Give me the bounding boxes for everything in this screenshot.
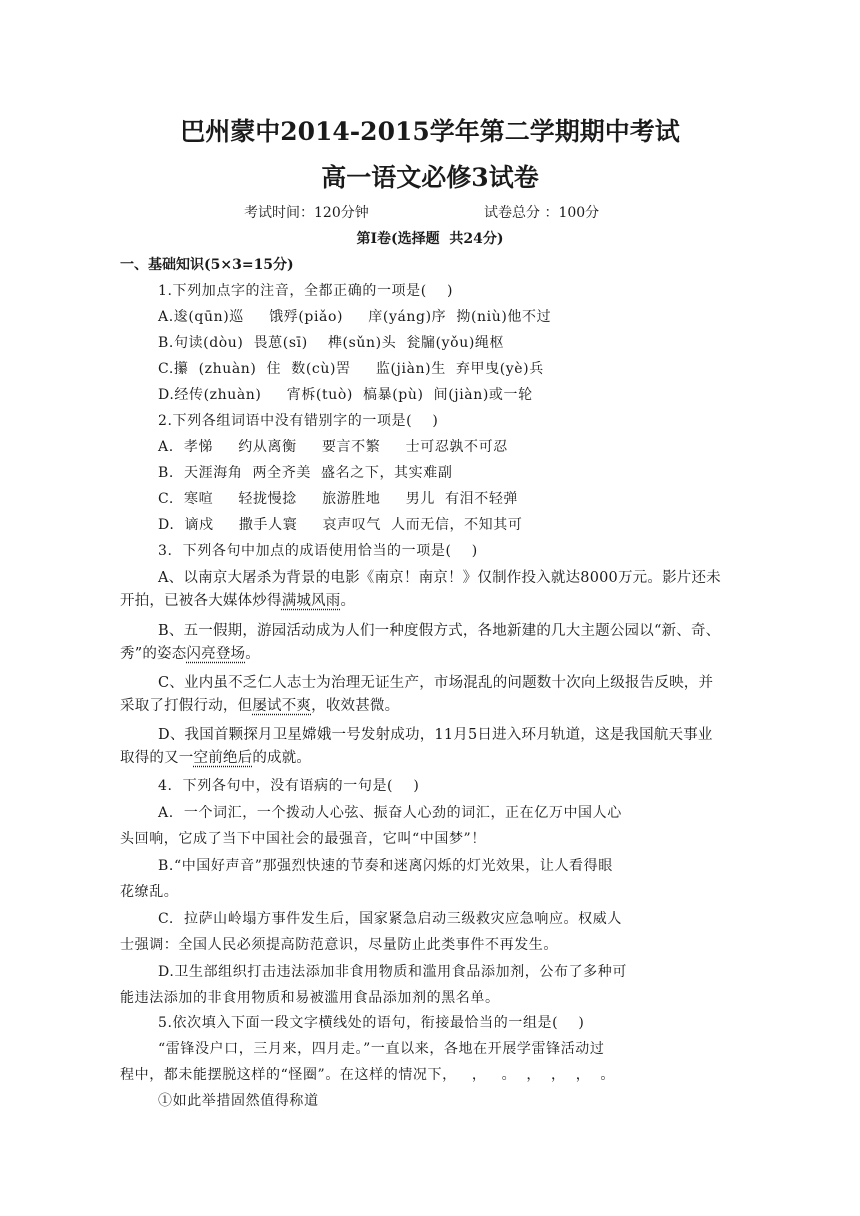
q1-option-a: A.逡(qūn)巡 饿殍(piǎo) 庠(yáng)序 拗(niù)他不过 [158,309,552,325]
q5-paragraph-line2: 程中，都未能摆脱这样的“怪圈”。在这样的情况下， ， 。 ， ， ， 。 [120,1067,616,1083]
q3-option-d-line2 [120,746,311,767]
q4-option-a-line1: A. 一个词汇，一个拨动人心弦、振奋人心劲的词汇，正在亿万中国人心 [158,805,622,821]
q2-option-d: D. 谪戍 撒手人寰 哀声叹气 人而无信，不知其可 [158,517,523,533]
q3-option-a-line1: A、以南京大屠杀为背景的电影《南京！南京！》仅制作投入就达8000万元。影片还未 [158,570,721,586]
q3-d-end: 的成就。 [252,750,312,766]
q5-paragraph-line1: “雷锋没户口，三月来，四月走。”一直以来，各地在开展学雷锋活动过 [158,1041,605,1057]
q1-stem: 1.下列加点字的注音，全都正确的一项是( ) [158,283,454,299]
q4-stem: 4. 下列各句中，没有语病的一句是( ) [158,778,420,794]
volume-heading: 第Ⅰ卷(选择题 共24分) [356,231,504,247]
section-heading: 一、基础知识(5×3=15分) [120,257,294,273]
q4-option-c-line2: 士强调：全国人民必须提高防范意识，尽量防止此类事件不再发生。 [120,937,558,953]
q3-a-idiom: 满城风雨 [281,593,341,609]
q3-c-end: ，收效甚微。 [311,698,400,714]
q3-stem: 3. 下列各句中加点的成语使用恰当的一项是( ) [158,543,478,559]
q3-d-idiom: 空前绝后 [193,750,253,766]
exam-subtitle: 高一语文必修3试卷 [321,163,539,192]
q4-option-d-line1: D.卫生部组织打击违法添加非食用物质和滥用食品添加剂，公布了多种可 [158,964,627,980]
q2-option-a: A. 孝悌 约从离衡 要言不繁 士可忍孰不可忍 [158,439,508,455]
q3-b-end: 。 [245,646,260,662]
q4-option-a-line2: 头回响，它成了当下中国社会的最强音，它叫“中国梦”！ [120,831,486,847]
q4-option-b-line2: 花缭乱。 [120,884,179,900]
q3-option-c-line1: C、业内虽不乏仁人志士为治理无证生产，市场混乱的问题数十次向上级报告反映，并 [158,675,714,691]
q3-a-end: 。 [340,593,356,609]
q4-option-c-line1: C. 拉萨山岭塌方事件发生后，国家紧急启动三级救灾应急响应。权威人 [158,911,622,927]
q2-option-c: C. 寒喧 轻拢慢捻 旅游胜地 男儿 有泪不轻弹 [158,491,519,507]
total-score: 试卷总分 ：100分 [484,205,600,221]
q3-c-text: 采取了打假行动，但 [120,698,253,714]
q4-option-d-line2: 能违法添加的非食用物质和易被滥用食品添加剂的黑名单。 [120,990,500,1006]
q1-option-d: D.经传(zhuàn) 宵柝(tuò) 槁暴(pù) 间(jiàn)或一轮 [158,387,533,403]
exam-title: 巴州蒙中2014-2015学年第二学期期中考试 [180,117,680,146]
q5-option-1: ①如此举措固然值得称道 [158,1093,319,1109]
q3-d-text: 取得的又一 [120,750,194,766]
exam-time: 考试时间：120分钟 [244,205,369,221]
q3-option-c-line2 [120,694,399,715]
q4-option-b-line1: B.“中国好声音”那强烈快速的节奏和迷离闪烁的灯光效果，让人看得眼 [158,858,613,874]
q3-option-a-line2 [120,589,355,610]
q3-option-b-line1: B、五一假期，游园活动成为人们一种度假方式，各地新建的几大主题公园以“新、奇、 [158,623,721,639]
q2-stem: 2.下列各组词语中没有错别字的一项是( ) [158,413,439,429]
q5-stem: 5.依次填入下面一段文字横线处的语句，衔接最恰当的一组是( ) [158,1015,585,1031]
q3-option-b-line2 [120,642,260,663]
q3-c-idiom: 屡试不爽 [252,698,312,714]
q3-b-text: 秀”的姿态 [120,646,187,662]
q2-option-b: B. 天涯海角 两全齐美 盛名之下，其实难副 [158,465,453,481]
q3-a-text: 开拍，已被各大媒体炒得 [120,593,282,609]
q1-option-c: C.攥 (zhuàn) 住 数(cù)罟 监(jiàn)生 弃甲曳(yè)兵 [158,361,544,377]
q3-option-d-line1: D、我国首颗探月卫星嫦娥一号发射成功，11月5日进入环月轨道，这是我国航天事业 [158,727,713,743]
q1-option-b: B.句读(dòu) 畏葸(sī) 榫(sǔn)头 瓮牖(yǒu)绳枢 [158,335,505,351]
q3-b-idiom: 闪亮登场 [186,646,246,662]
